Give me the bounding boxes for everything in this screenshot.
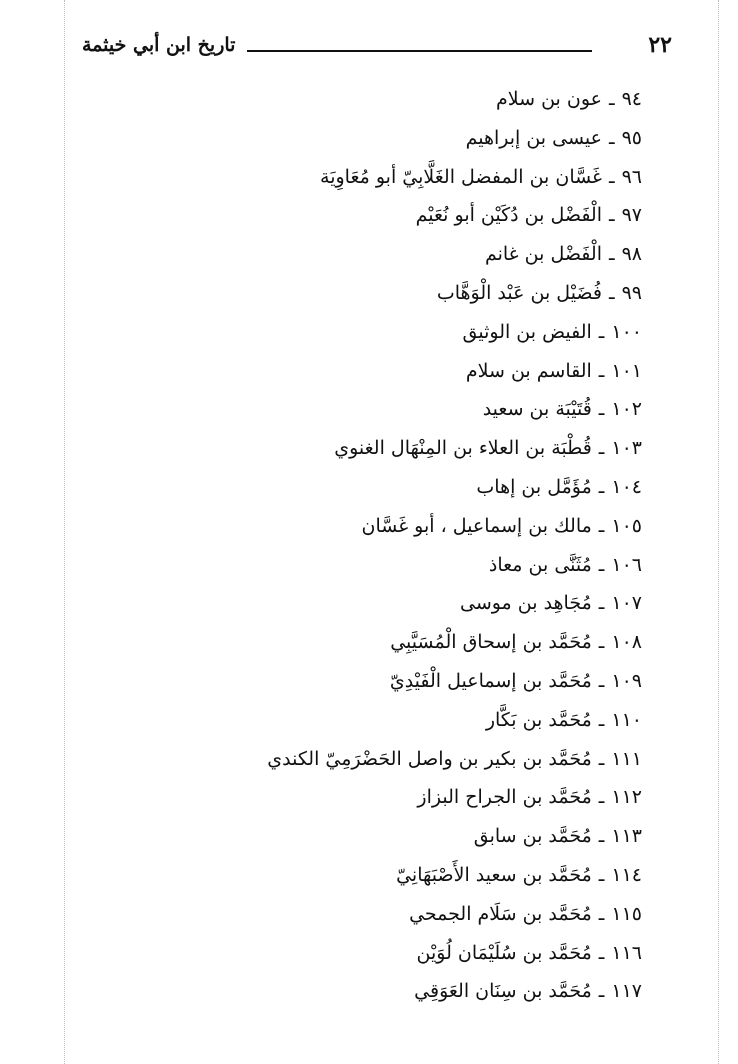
entry-name: مُؤَمَّل بن إهاب (476, 475, 592, 498)
entry-number: ١٠٨ (611, 631, 642, 654)
entry-name: مُحَمَّد بن بَكَّار (485, 708, 592, 731)
list-item (82, 778, 642, 817)
entry-number: ٩٦ (621, 165, 642, 188)
entry-number: ١٠٦ (611, 553, 642, 576)
list-item (82, 584, 642, 623)
list-item (82, 895, 642, 934)
page-number: ٢٢ (648, 32, 672, 58)
entry-separator: ـ (598, 708, 605, 731)
entry-separator: ـ (609, 204, 615, 227)
entry-number: ١١٣ (611, 825, 642, 848)
list-item (82, 235, 642, 274)
entry-separator: ـ (598, 475, 605, 498)
entry-separator: ـ (598, 863, 605, 886)
entry-name: عون بن سلام (496, 88, 602, 110)
entry-separator: ـ (609, 88, 615, 110)
entry-separator: ـ (598, 592, 605, 615)
list-item (82, 662, 642, 701)
list-item (82, 623, 642, 662)
entry-name: غَسَّان بن المفضل الغَلَّابِيّ أبو مُعَاوِيَة (320, 165, 602, 188)
entry-separator: ـ (598, 514, 605, 537)
list-item (82, 352, 642, 391)
right-margin-dotted-line (718, 0, 719, 1064)
running-header (82, 32, 672, 62)
header-rule (247, 50, 592, 52)
entry-number: ١٠٤ (611, 475, 642, 498)
list-item (82, 80, 642, 119)
entry-name: مُحَمَّد بن الجراح البزاز (417, 786, 592, 809)
entry-name: مُحَمَّد بن سِنَان العَوَقِي (414, 980, 592, 1003)
entry-separator: ـ (609, 243, 615, 266)
list-item (82, 740, 642, 779)
list-item (82, 158, 642, 197)
list-item (82, 701, 642, 740)
list-item (82, 507, 642, 546)
entry-number: ١١٠ (611, 708, 642, 731)
entry-number: ١٠٣ (611, 437, 642, 460)
entry-separator: ـ (598, 941, 605, 964)
entry-separator: ـ (609, 126, 615, 149)
entry-name: مُحَمَّد بن بكير بن واصل الحَضْرَمِيّ الكندي (267, 747, 592, 770)
entry-separator: ـ (598, 902, 605, 925)
entry-separator: ـ (598, 553, 605, 576)
entry-number: ٩٥ (621, 126, 642, 149)
entry-name: الْفَضْل بن دُكَيْن أبو نُعَيْم (415, 204, 602, 227)
entry-number: ١٠٢ (611, 398, 642, 421)
list-item (82, 817, 642, 856)
entry-number: ٩٨ (621, 243, 642, 266)
list-item (82, 468, 642, 507)
book-title: تاريخ ابن أبي خيثمة (82, 34, 236, 56)
entry-number: ١١٦ (611, 941, 642, 964)
entry-separator: ـ (598, 786, 605, 809)
entry-number: ١١٤ (611, 863, 642, 886)
entry-separator: ـ (598, 398, 605, 421)
entry-name: مُحَمَّد بن إسماعيل الْفَيْدِيّ (389, 669, 592, 692)
list-item (82, 313, 642, 352)
entry-separator: ـ (598, 631, 605, 654)
entry-name: قُتَيْبَة بن سعيد (482, 398, 592, 421)
entry-number: ١٠٠ (611, 320, 642, 343)
list-item (82, 274, 642, 313)
entry-number: ٩٧ (621, 204, 642, 227)
entry-separator: ـ (598, 747, 605, 770)
entry-name: الفيض بن الوثيق (462, 320, 592, 343)
list-item (82, 119, 642, 158)
entry-name: مالك بن إسماعيل ، أبو غَسَّان (361, 514, 592, 537)
entry-name: فُضَيْل بن عَبْد الْوَهَّاب (436, 281, 602, 304)
entry-name: مُحَمَّد بن سابق (473, 825, 592, 848)
list-item (82, 856, 642, 895)
entry-number: ١٠٩ (611, 669, 642, 692)
entry-number: ٩٩ (621, 281, 642, 304)
narrator-list (82, 80, 642, 1011)
entry-number: ٩٤ (621, 88, 642, 110)
entry-separator: ـ (598, 669, 605, 692)
entry-name: الْفَضْل بن غانم (484, 243, 602, 266)
list-item (82, 196, 642, 235)
entry-name: مُجَاهِد بن موسى (459, 592, 592, 615)
entry-separator: ـ (598, 359, 605, 382)
entry-number: ١٠٧ (611, 592, 642, 615)
entry-number: ١٠١ (611, 359, 642, 382)
entry-number: ١١٥ (611, 902, 642, 925)
entry-name: القاسم بن سلام (465, 359, 592, 382)
entry-separator: ـ (609, 165, 615, 188)
entry-name: مُثَنَّى بن معاذ (488, 553, 592, 576)
entry-name: قُطْبَة بن العلاء بن المِنْهَال الغنوي (334, 437, 592, 460)
entry-separator: ـ (598, 825, 605, 848)
entry-name: مُحَمَّد بن سُلَيْمَان لُوَيْن (416, 941, 592, 964)
entry-number: ١٠٥ (611, 514, 642, 537)
entry-name: مُحَمَّد بن سَلَام الجمحي (409, 902, 592, 925)
list-item (82, 429, 642, 468)
entry-name: عيسى بن إبراهيم (465, 126, 602, 149)
entry-separator: ـ (598, 320, 605, 343)
list-item (82, 934, 642, 973)
list-item (82, 972, 642, 1011)
entry-separator: ـ (598, 980, 605, 1003)
list-item (82, 390, 642, 429)
entry-name: مُحَمَّد بن سعيد الأَصْبَهَانِيّ (396, 863, 592, 886)
entry-separator: ـ (598, 437, 605, 460)
entry-number: ١١١ (611, 747, 642, 770)
entry-name: مُحَمَّد بن إسحاق الْمُسَيَّبِي (390, 631, 592, 654)
list-item (82, 546, 642, 585)
entry-number: ١١٢ (611, 786, 642, 809)
left-margin-dotted-line (64, 0, 65, 1064)
entry-number: ١١٧ (611, 980, 642, 1003)
entry-separator: ـ (609, 281, 615, 304)
